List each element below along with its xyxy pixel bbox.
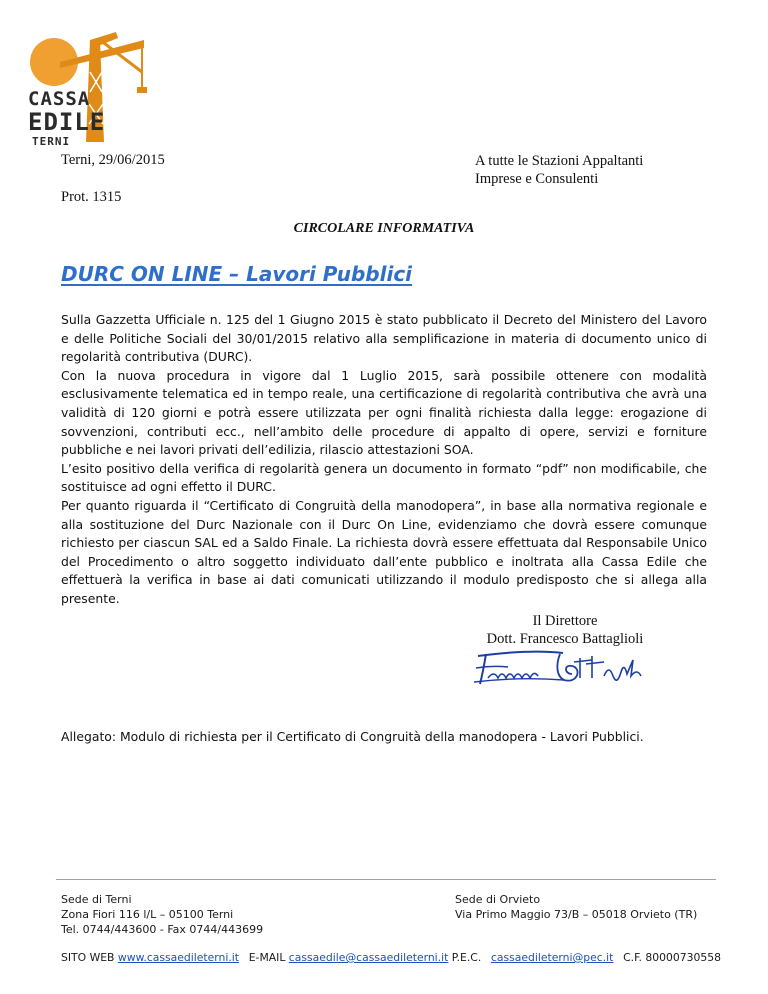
footer-pec-link[interactable]: cassaedileterni@pec.it	[490, 951, 614, 964]
recipients-block	[475, 152, 643, 188]
footer-terni-heading: Sede di Terni	[61, 893, 132, 906]
logo-line-terni: TERNI	[32, 135, 71, 148]
footer-orvieto-address: Via Primo Maggio 73/B – 05018 Orvieto (TR)	[455, 908, 698, 921]
recipient-line: A tutte le Stazioni Appaltanti	[475, 153, 644, 169]
footer-pec-label: P.E.C.	[451, 951, 482, 964]
footer-terni-office	[61, 892, 263, 937]
handwritten-signature	[468, 648, 658, 690]
circular-body	[61, 311, 707, 609]
footer-email-link[interactable]: cassaedile@cassaedileterni.it	[288, 951, 449, 964]
recipient-line: Imprese e Consulenti	[475, 171, 599, 187]
body-paragraph: L’esito positivo della verifica di regolarità genera un documento in formato “pdf” non modificabile, che sostituisce ad ogni effetto il DURC.	[61, 460, 707, 495]
footer-website-group	[61, 950, 239, 965]
footer-email-label: E-MAIL	[248, 951, 286, 964]
footer-orvieto-heading: Sede di Orvieto	[455, 893, 541, 906]
footer-website-label: SITO WEB	[61, 951, 115, 964]
footer-email-group	[249, 950, 482, 965]
logo-line-edile: EDILE	[28, 108, 106, 136]
cassa-edile-logo	[20, 32, 150, 150]
body-paragraph: Per quanto riguarda il “Certificato di Congruità della manodopera”, in base alla normativa regionale e alla sostituzione del Durc Nazionale con il Durc On Line, evidenziamo che dovrà essere comunque richiesto per ciascun SAL ed a Saldo Finale. La richiesta dovrà essere effettuata dal Responsabile Unico del Procedimento o altro soggetto individuato dall’ente pubblico e inoltrata alla Cassa Edile che effettuerà la verifica in base ai dati comunicati utilizzando il modulo predisposto che si allega alla presente.	[61, 497, 707, 606]
footer-divider	[56, 879, 716, 880]
attachment-note: Allegato: Modulo di richiesta per il Certificato di Congruità della manodopera - Lavori Pubblici.	[61, 729, 644, 744]
body-paragraph: Con la nuova procedura in vigore dal 1 Luglio 2015, sarà possibile ottenere con modalità esclusivamente telematica ed in tempo reale, una certificazione di regolarità contributiva che avrà una validità di 120 giorni e potrà essere utilizzata per ogni finalità richiesta dalla legge: erogazione di sovvenzioni, contributi ecc., nell’ambito delle procedure di appalto di opere, servizi e forniture pubbliche e nei lavori privati dell’edilizia, rilascio attestazioni SOA.	[61, 367, 707, 458]
footer-contacts	[61, 950, 721, 965]
signatory-name: Dott. Francesco Battaglioli	[486, 631, 644, 647]
document-type-heading: CIRCOLARE INFORMATIVA	[293, 221, 475, 236]
body-paragraph: Sulla Gazzetta Ufficiale n. 125 del 1 Giugno 2015 è stato pubblicato il Decreto del Ministero del Lavoro e delle Politiche Sociali del 30/01/2015 relativo alla semplificazione in materia di documento unico di regolarità contributiva (DURC).	[61, 312, 707, 365]
footer-terni-address: Zona Fiori 116 l/L – 05100 Terni	[61, 908, 234, 921]
footer-tax-code: C.F. 80000730558	[623, 951, 721, 964]
place-date: Terni, 29/06/2015	[61, 152, 165, 168]
footer-orvieto-office	[455, 892, 697, 922]
footer-terni-phone: Tel. 0744/443600 - Fax 0744/443699	[61, 923, 264, 936]
logo-line-cassa: CASSA	[28, 88, 91, 110]
signatory-block	[470, 612, 660, 648]
protocol-number: Prot. 1315	[61, 189, 122, 205]
signatory-role: Il Direttore	[532, 613, 598, 629]
circular-title: DURC ON LINE – Lavori Pubblici	[61, 262, 413, 286]
footer-website-link[interactable]: www.cassaedileterni.it	[117, 951, 240, 964]
logo-wordmark	[28, 90, 105, 147]
